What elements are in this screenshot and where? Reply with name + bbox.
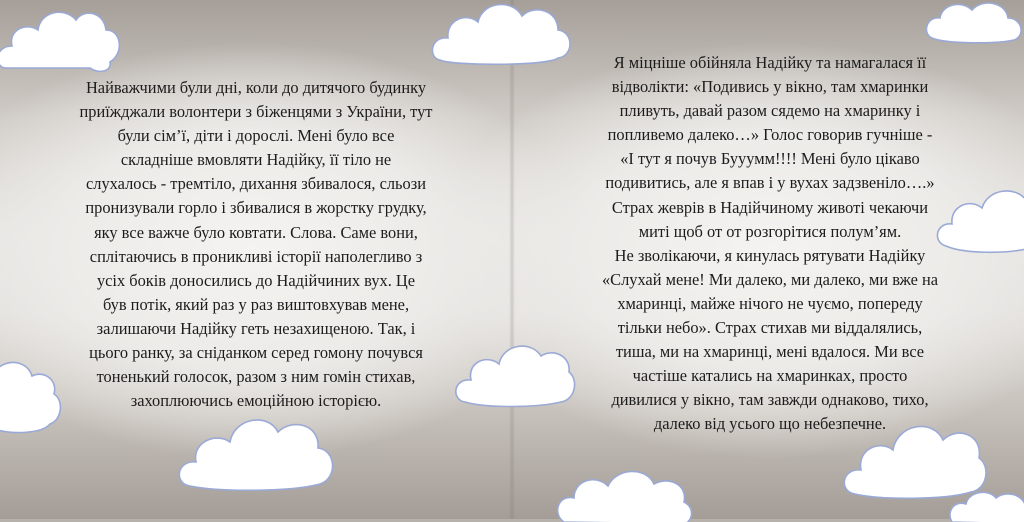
cloud-icon [180, 408, 334, 492]
cloud-icon [432, 0, 572, 66]
cloud-icon [926, 0, 1024, 44]
left-page-text: Найважчими були дні, коли до дитячого будинку приїжджали волонтери з біженцями з України, тут були сім’ї, діти і дорослі. Мені було все складніше вмовляти Надійку, її тіло не слухалось - тремтіло, дихання збивалося, сльози пронизували горло і збивалися в жорстку грудку, яку все важче було ковтати. Слова. Саме вони, сплітаючись в проникливі історії наполегливо з усіх боків доносились до Надійчиних вух. Це був потік, який раз у раз виштовхував мене, залишаючи Надійку геть незахищеною. Так, і цього ранку, за сніданком серед гомону почувся тоненький голосок, разом з ним гомін стихав, захоплюючись емоційною історією. [79, 78, 433, 411]
page-gutter [509, 0, 515, 519]
cloud-icon [948, 488, 1024, 522]
right-page-text: Я міцніше обійняла Надійку та намагалася її відволікти: «Подивись у вікно, там хмаринки пливуть, давай разом сядемо на хмаринку і попливемо далеко…» Голос говорив гучніше - «І тут я почув Бууумм!!!! Мені було цікаво подивитись, але я впав і у вухах задзвеніло….» Страх жеврів в Надійчиному животі чекаючи миті щоб от от розгорітися полум’ям. Не зволікаючи, я кинулась рятувати Надійку «Слухай мене! Ми далеко, ми далеко, ми вже на хмаринці, майже нічого не чуємо, попереду тільки небо». Страх стихав ми віддалялись, тиша, ми на хмаринці, мені вдалося. Ми все частіше катались на хмаринках, просто дивилися у вікно, там завжди однаково, тихо, далеко від усього що небезпечне. [601, 53, 939, 434]
cloud-icon [455, 336, 575, 410]
cloud-icon [556, 466, 692, 522]
cloud-icon [0, 358, 62, 436]
cloud-icon [938, 182, 1024, 254]
cloud-icon [0, 2, 122, 74]
